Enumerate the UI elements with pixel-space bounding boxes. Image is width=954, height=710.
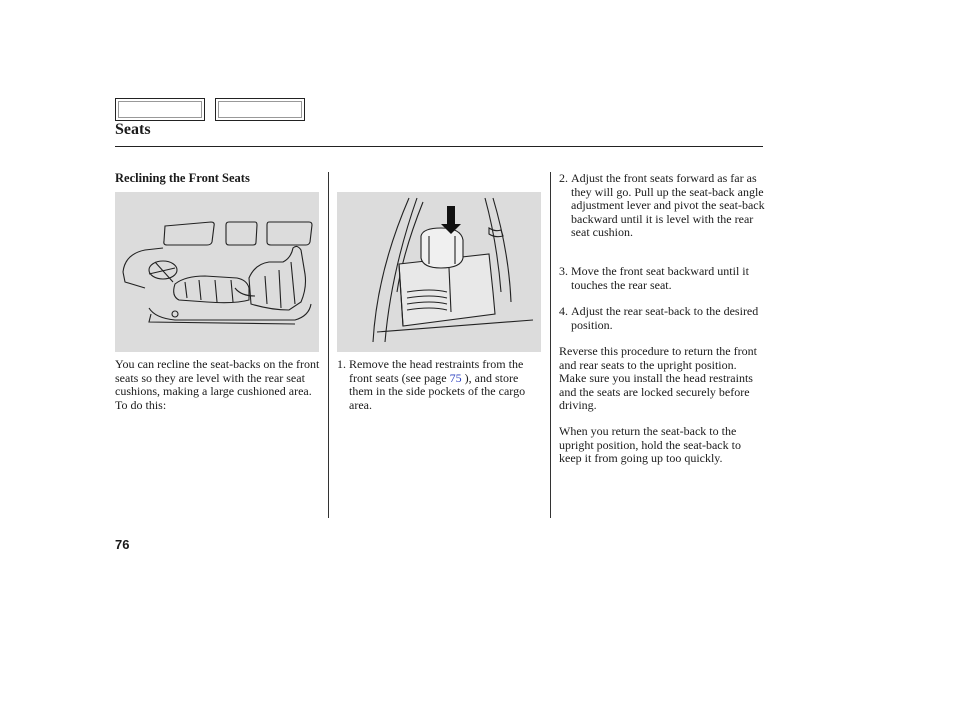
column-divider-2	[550, 172, 551, 518]
intro-paragraph: You can recline the seat-backs on the front seats so they are level with the rear seat cushions, making a large cushioned area. To do this:	[115, 357, 320, 412]
step-3	[559, 265, 759, 292]
step-2-number: 2.	[559, 171, 568, 185]
step-1-number: 1.	[337, 357, 346, 371]
step-2	[559, 172, 765, 240]
page-number: 76	[115, 537, 130, 552]
section-heading: Reclining the Front Seats	[115, 171, 250, 185]
step-2-text: Adjust the front seats forward as far as they will go. Pull up the seat-back angle adjustment lever and pivot the seat-back backward until it is level with the rear seat cushion.	[571, 171, 765, 239]
page-75-link[interactable]: 75	[449, 370, 462, 385]
step-4-text: Adjust the rear seat-back to the desired position.	[571, 304, 759, 332]
reclined-seats-drawing	[115, 192, 319, 352]
cargo-pocket-drawing	[337, 192, 541, 352]
step-1-text-b: ), and store them in the side pockets of the cargo area.	[349, 370, 526, 412]
reclined-seats-illustration	[115, 192, 319, 352]
page-title: Seats	[115, 121, 151, 138]
step-1-text	[349, 358, 541, 412]
column-divider-1	[328, 172, 329, 518]
nav-tab-2[interactable]	[215, 98, 305, 121]
step-4	[559, 305, 759, 332]
nav-tab-1[interactable]	[115, 98, 205, 121]
step-1	[337, 358, 541, 412]
title-divider	[115, 146, 763, 147]
return-seatback-paragraph: When you return the seat-back to the upright position, hold the seat-back to keep it from going up too quickly.	[559, 424, 741, 465]
step-3-number: 3.	[559, 264, 568, 278]
step-3-text: Move the front seat backward until it touches the rear seat.	[571, 264, 749, 292]
reverse-procedure-paragraph: Reverse this procedure to return the front and rear seats to the upright position. Make sure you install the head restraints and the seats are locked securely before driving.	[559, 344, 757, 412]
step-4-number: 4.	[559, 304, 568, 318]
step-1-text-a: Remove the head restraints from the front seats (see page	[349, 357, 524, 385]
head-restraint-storage-illustration	[337, 192, 541, 352]
